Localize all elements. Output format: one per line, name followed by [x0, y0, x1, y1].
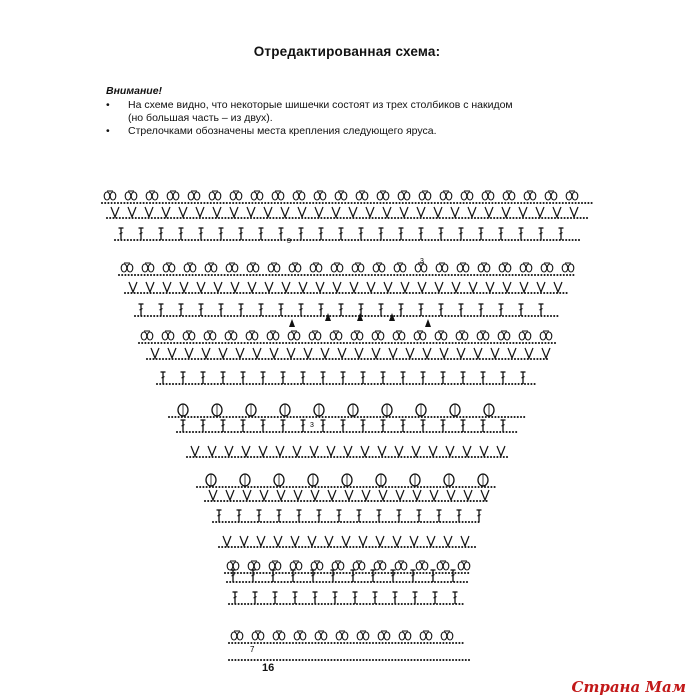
note-line: (но большая часть – из двух). — [128, 112, 273, 124]
diagram-rows — [101, 191, 593, 661]
page-number: 16 — [262, 662, 275, 674]
row-number: 3 — [310, 422, 314, 429]
row-number: 7 — [250, 645, 255, 654]
watermark-logo: Страна Мам — [571, 678, 686, 696]
row-number: 3 — [420, 258, 424, 265]
note-line: Стрелочками обозначены места крепления следующего яруса. — [128, 125, 437, 137]
bullet-icon: • — [106, 125, 110, 137]
row-number: 3 — [287, 238, 291, 245]
note-line: На схеме видно, что некоторые шишечки состоят из трех столбиков с накидом — [128, 99, 513, 111]
notes-heading: Внимание! — [106, 85, 163, 97]
page-title: Отредактированная схема: — [253, 44, 441, 59]
bullet-icon: • — [106, 99, 110, 111]
